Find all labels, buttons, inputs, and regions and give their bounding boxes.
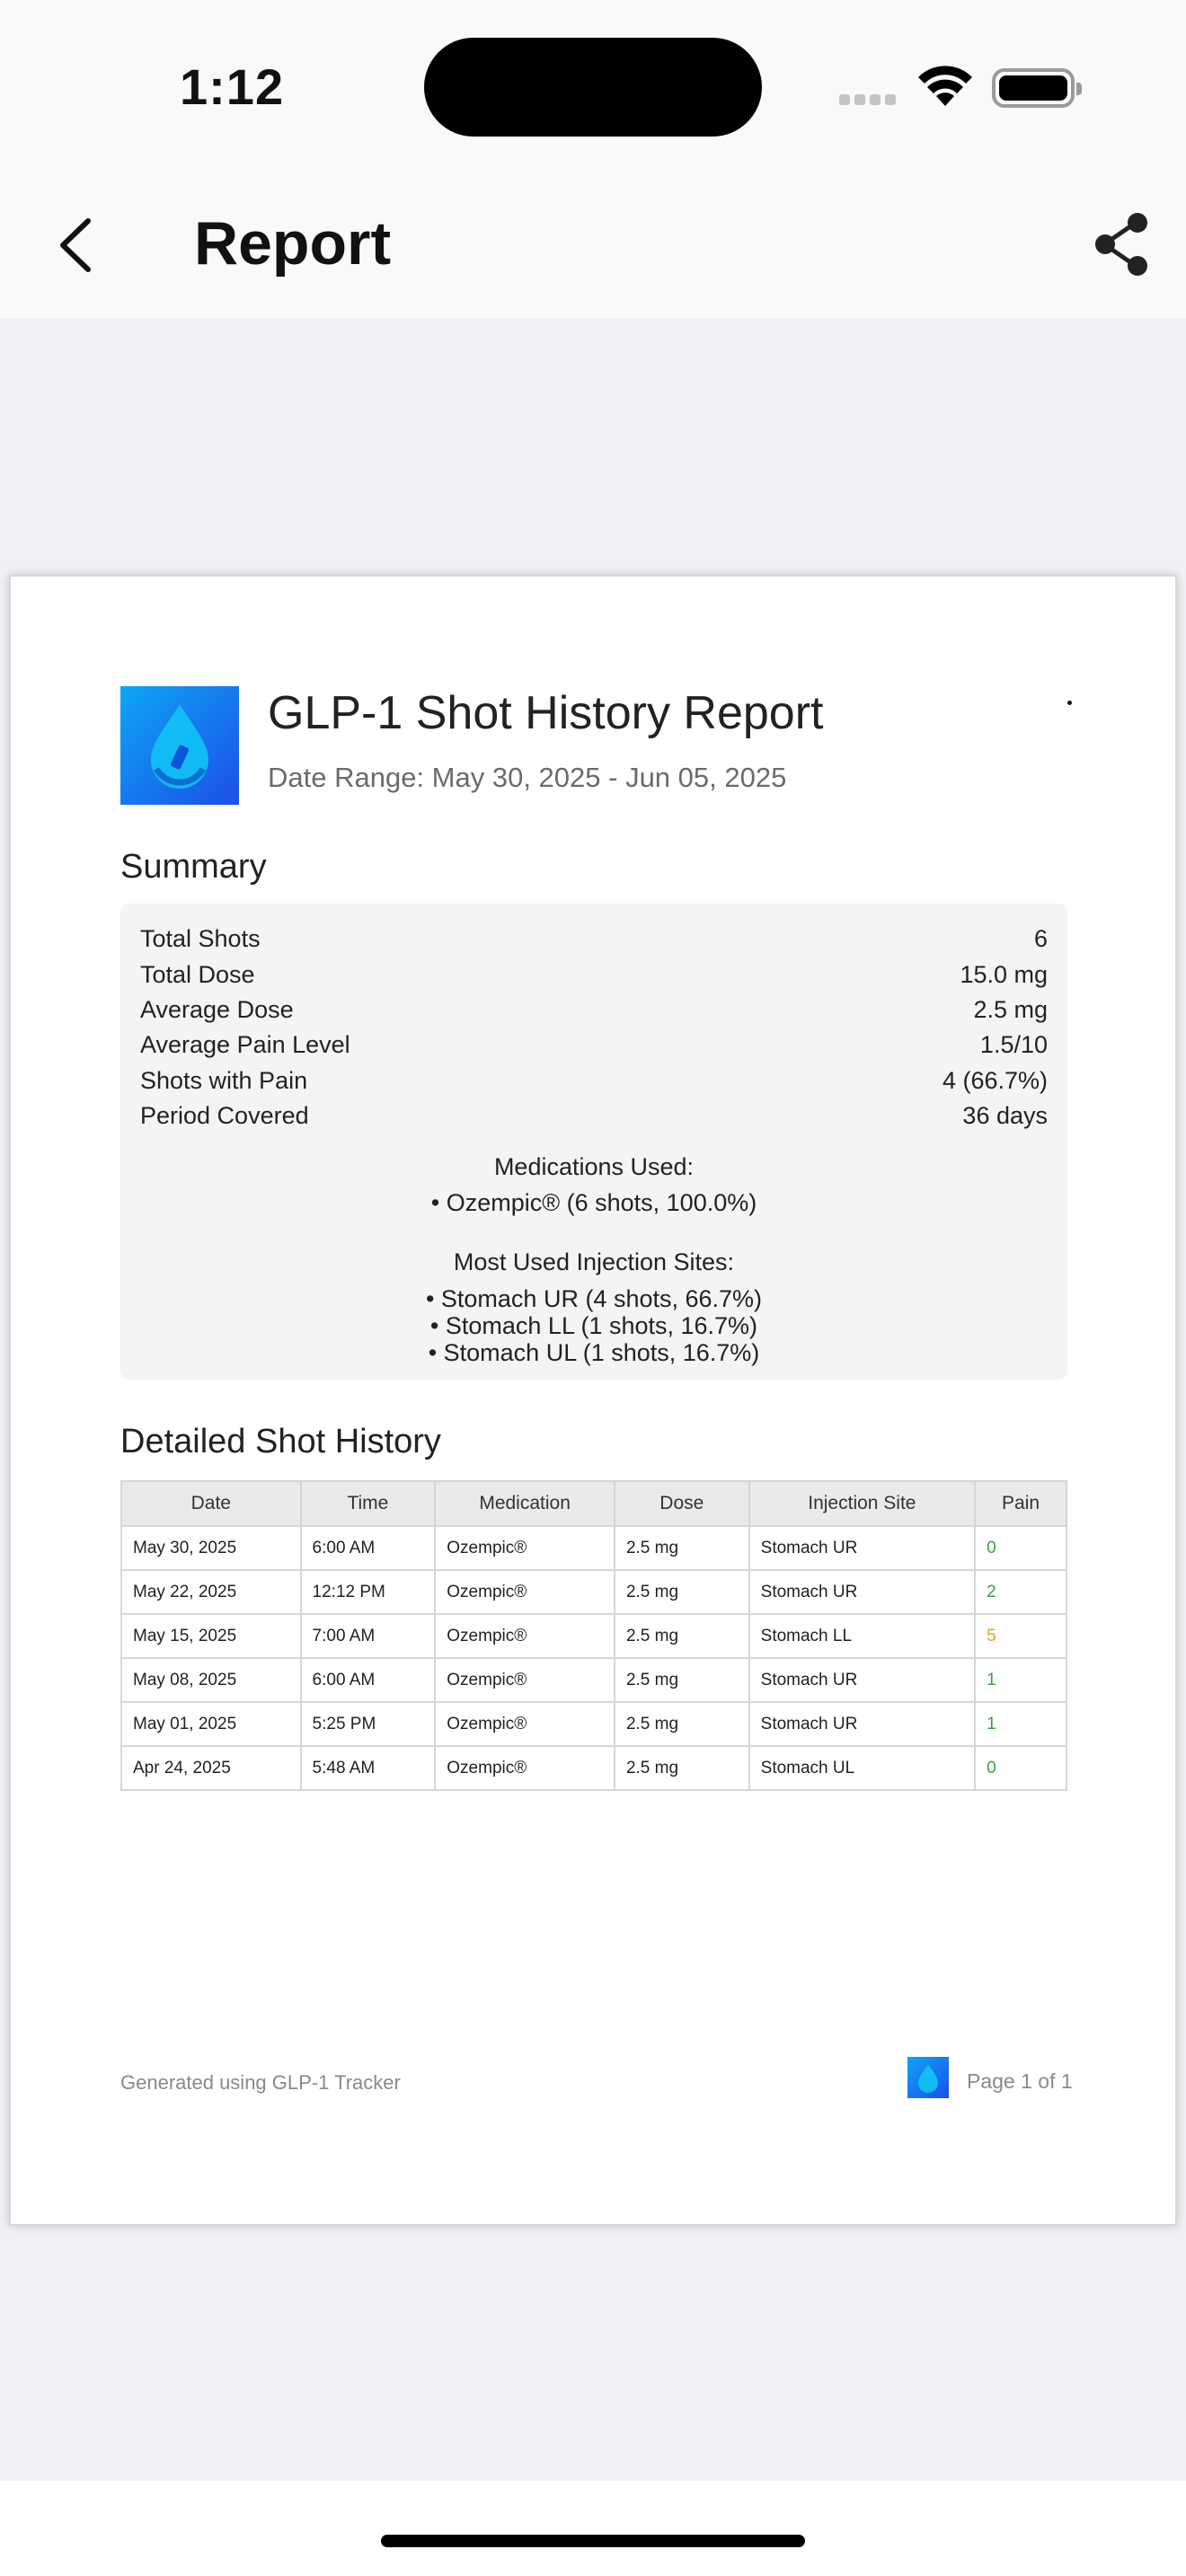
summary-value: 4 (66.7%) — [942, 1067, 1048, 1094]
time-cell: 6:00 AM — [301, 1658, 436, 1702]
medication-cell: Ozempic® — [435, 1702, 615, 1746]
column-header: Dose — [615, 1481, 749, 1526]
site-cell: Stomach UR — [749, 1570, 975, 1614]
navigation-bar — [0, 171, 1186, 318]
site-item: • Stomach UR (4 shots, 66.7%) — [425, 1285, 763, 1312]
date-cell: May 15, 2025 — [121, 1614, 301, 1658]
time-cell: 7:00 AM — [301, 1614, 436, 1658]
sites-title: Most Used Injection Sites: — [453, 1248, 735, 1275]
summary-label: Total Dose — [140, 961, 255, 988]
summary-value: 1.5/10 — [979, 1031, 1048, 1058]
summary-value: 6 — [1033, 925, 1048, 952]
medication-item: • Ozempic® (6 shots, 100.0%) — [430, 1189, 757, 1216]
report-document — [9, 575, 1177, 2226]
status-time: 1:12 — [180, 58, 285, 115]
footer-generated-text: Generated using GLP-1 Tracker — [120, 2071, 401, 2094]
pain-cell: 1 — [975, 1702, 1067, 1746]
back-chevron-icon[interactable] — [54, 216, 97, 275]
footer-page-number: Page 1 of 1 — [967, 2069, 1073, 2093]
time-cell: 6:00 AM — [301, 1526, 436, 1570]
battery-icon — [992, 68, 1075, 108]
pain-cell: 0 — [975, 1746, 1067, 1790]
summary-row — [140, 1031, 1048, 1067]
date-cell: May 30, 2025 — [121, 1526, 301, 1570]
date-cell: May 01, 2025 — [121, 1702, 301, 1746]
pain-cell: 5 — [975, 1614, 1067, 1658]
dose-cell: 2.5 mg — [615, 1570, 749, 1614]
medication-cell: Ozempic® — [435, 1746, 615, 1790]
summary-row — [140, 961, 1048, 997]
column-header: Date — [121, 1481, 301, 1526]
site-cell: Stomach UR — [749, 1658, 975, 1702]
time-cell: 12:12 PM — [301, 1570, 436, 1614]
site-cell: Stomach UL — [749, 1746, 975, 1790]
footer-logo-icon — [907, 2057, 949, 2098]
dose-cell: 2.5 mg — [615, 1658, 749, 1702]
pain-cell: 2 — [975, 1570, 1067, 1614]
summary-row — [140, 996, 1048, 1032]
summary-label: Total Shots — [140, 925, 261, 952]
home-indicator-area — [0, 2481, 1186, 2576]
home-indicator[interactable] — [381, 2535, 805, 2547]
medication-cell: Ozempic® — [435, 1526, 615, 1570]
summary-row — [140, 925, 1048, 961]
report-title: GLP-1 Shot History Report — [268, 687, 824, 739]
page-title: Report — [194, 209, 392, 278]
table-row — [121, 1614, 1067, 1658]
app-logo-icon — [120, 686, 239, 805]
table-row — [121, 1570, 1067, 1614]
history-heading: Detailed Shot History — [120, 1423, 441, 1460]
column-header: Time — [301, 1481, 436, 1526]
report-date-range: Date Range: May 30, 2025 - Jun 05, 2025 — [268, 762, 787, 793]
status-bar — [0, 0, 1186, 171]
summary-label: Period Covered — [140, 1102, 309, 1129]
date-cell: May 08, 2025 — [121, 1658, 301, 1702]
dose-cell: 2.5 mg — [615, 1526, 749, 1570]
column-header: Injection Site — [749, 1481, 975, 1526]
time-cell: 5:48 AM — [301, 1746, 436, 1790]
dynamic-island — [424, 38, 762, 137]
pain-cell: 1 — [975, 1658, 1067, 1702]
table-row — [121, 1526, 1067, 1570]
time-cell: 5:25 PM — [301, 1702, 436, 1746]
summary-value: 36 days — [962, 1102, 1048, 1129]
medication-cell: Ozempic® — [435, 1614, 615, 1658]
summary-row — [140, 1067, 1048, 1103]
table-row — [121, 1746, 1067, 1790]
pain-cell: 0 — [975, 1526, 1067, 1570]
site-cell: Stomach LL — [749, 1614, 975, 1658]
site-item: • Stomach LL (1 shots, 16.7%) — [429, 1312, 758, 1339]
table-row — [121, 1702, 1067, 1746]
dose-cell: 2.5 mg — [615, 1614, 749, 1658]
date-cell: Apr 24, 2025 — [121, 1746, 301, 1790]
dose-cell: 2.5 mg — [615, 1702, 749, 1746]
date-cell: May 22, 2025 — [121, 1570, 301, 1614]
summary-box — [120, 904, 1067, 1380]
wifi-icon — [916, 65, 974, 110]
summary-value: 15.0 mg — [960, 961, 1048, 988]
decorative-dot — [1067, 701, 1072, 705]
column-header: Pain — [975, 1481, 1067, 1526]
site-cell: Stomach UR — [749, 1526, 975, 1570]
medication-cell: Ozempic® — [435, 1570, 615, 1614]
share-icon[interactable] — [1091, 210, 1154, 278]
table-header-row — [121, 1481, 1067, 1526]
dose-cell: 2.5 mg — [615, 1746, 749, 1790]
column-header: Medication — [435, 1481, 615, 1526]
summary-value: 2.5 mg — [973, 996, 1048, 1023]
summary-label: Shots with Pain — [140, 1067, 308, 1094]
summary-label: Average Dose — [140, 996, 294, 1023]
cellular-signal-icon — [839, 93, 902, 106]
summary-heading: Summary — [120, 848, 267, 886]
summary-label: Average Pain Level — [140, 1031, 350, 1058]
shot-history-table — [120, 1480, 1067, 1791]
medication-cell: Ozempic® — [435, 1658, 615, 1702]
site-cell: Stomach UR — [749, 1702, 975, 1746]
site-item: • Stomach UL (1 shots, 16.7%) — [428, 1339, 760, 1366]
medications-title: Medications Used: — [493, 1153, 695, 1180]
table-row — [121, 1658, 1067, 1702]
summary-row — [140, 1102, 1048, 1138]
